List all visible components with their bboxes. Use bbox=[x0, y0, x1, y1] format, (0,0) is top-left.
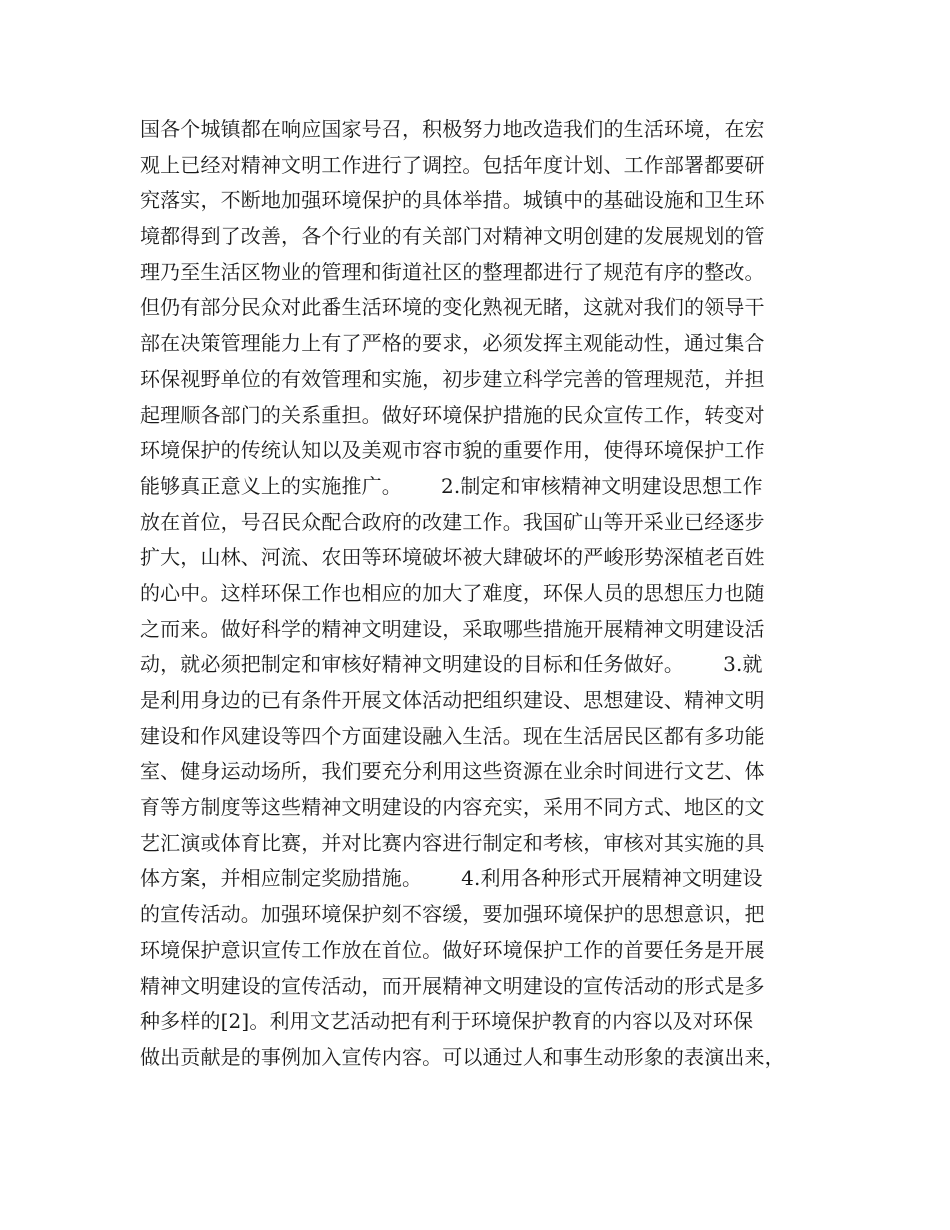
text-line: 境都得到了改善，各个行业的有关部门对精神文明创建的发展规划的管 bbox=[140, 224, 765, 249]
text-line: 究落实，不断地加强环境保护的具体举措。城镇中的基础设施和卫生环 bbox=[140, 188, 765, 213]
text-line: 放在首位，号召民众配合政府的改建工作。我国矿山等开采业已经逐步 bbox=[140, 509, 765, 534]
text-line: 扩大，山林、河流、农田等环境破坏被大肆破坏的严峻形势深植老百姓 bbox=[140, 545, 765, 570]
text-line: 育等方制度等这些精神文明建设的内容充实，采用不同方式、地区的文 bbox=[140, 795, 765, 820]
text-line: 之而来。做好科学的精神文明建设，采取哪些措施开展精神文明建设活 bbox=[140, 616, 765, 641]
document-page bbox=[140, 112, 814, 1076]
text-line: 起理顺各部门的关系重担。做好环境保护措施的民众宣传工作，转变对 bbox=[140, 402, 765, 427]
text-line: 室、健身运动场所，我们要充分利用这些资源在业余时间进行文艺、体 bbox=[140, 759, 765, 784]
text-line: 种多样的[2]。利用文艺活动把有利于环境保护教育的内容以及对环保 bbox=[140, 1009, 754, 1034]
text-line: 环保视野单位的有效管理和实施，初步建立科学完善的管理规范，并担 bbox=[140, 366, 765, 391]
text-line: 的心中。这样环保工作也相应的加大了难度，环保人员的思想压力也随 bbox=[140, 580, 765, 605]
text-line: 体方案，并相应制定奖励措施。 4.利用各种形式开展精神文明建设 bbox=[140, 866, 763, 891]
text-line: 做出贡献是的事例加入宣传内容。可以通过人和事生动形象的表演出来， bbox=[140, 1044, 785, 1069]
text-line: 观上已经对精神文明工作进行了调控。包括年度计划、工作部署都要研 bbox=[140, 152, 765, 177]
body-paragraph bbox=[140, 112, 814, 1076]
text-line: 国各个城镇都在响应国家号召，积极努力地改造我们的生活环境，在宏 bbox=[140, 117, 765, 141]
text-line: 是利用身边的已有条件开展文体活动把组织建设、思想建设、精神文明 bbox=[140, 688, 765, 712]
text-line: 艺汇演或体育比赛，并对比赛内容进行制定和考核，审核对其实施的具 bbox=[140, 830, 765, 855]
text-line: 环境保护的传统认知以及美观市容市貌的重要作用，使得环境保护工作 bbox=[140, 438, 765, 463]
text-line: 部在决策管理能力上有了严格的要求，必须发挥主观能动性，通过集合 bbox=[140, 331, 765, 356]
text-line: 精神文明建设的宣传活动，而开展精神文明建设的宣传活动的形式是多 bbox=[140, 973, 765, 998]
text-line: 能够真正意义上的实施推广。 2.制定和审核精神文明建设思想工作 bbox=[140, 473, 763, 498]
text-line: 建设和作风建设等四个方面建设融入生活。现在生活居民区都有多功能 bbox=[140, 723, 765, 748]
text-line: 理乃至生活区物业的管理和街道社区的整理都进行了规范有序的整改。 bbox=[140, 259, 765, 284]
text-line: 环境保护意识宣传工作放在首位。做好环境保护工作的首要任务是开展 bbox=[140, 937, 765, 962]
text-line: 的宣传活动。加强环境保护刻不容缓，要加强环境保护的思想意识，把 bbox=[140, 902, 765, 927]
text-line: 但仍有部分民众对此番生活环境的变化熟视无睹，这就对我们的领导干 bbox=[140, 295, 765, 320]
text-line: 动，就必须把制定和审核好精神文明建设的目标和任务做好。 3.就 bbox=[140, 652, 763, 677]
